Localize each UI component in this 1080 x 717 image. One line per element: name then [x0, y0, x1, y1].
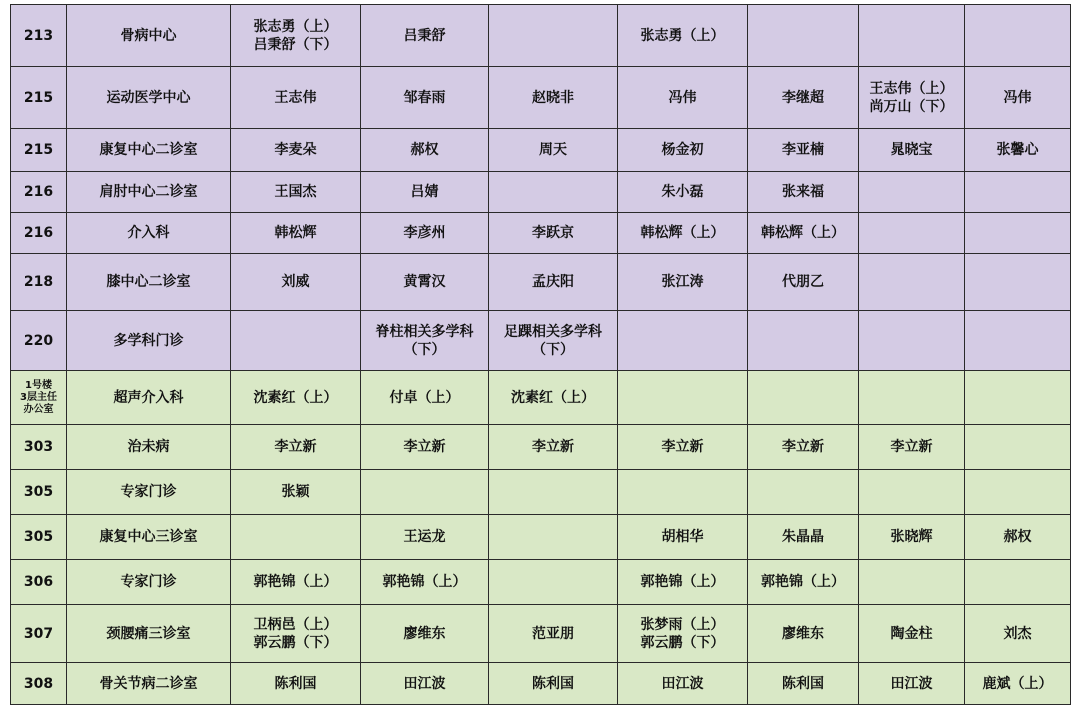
doctor-cell — [489, 470, 618, 515]
doctor-cell: 陈利国 — [231, 663, 361, 705]
table-row — [11, 560, 1071, 605]
room-number-cell: 216 — [11, 213, 67, 254]
doctor-cell: 张江涛 — [618, 254, 748, 311]
department-cell: 运动医学中心 — [67, 67, 231, 129]
doctor-cell: 田江波 — [859, 663, 965, 705]
department-cell: 肩肘中心二诊室 — [67, 172, 231, 213]
doctor-cell — [859, 470, 965, 515]
doctor-cell: 张晓辉 — [859, 515, 965, 560]
doctor-cell — [859, 5, 965, 67]
room-number-cell: 213 — [11, 5, 67, 67]
clinic-schedule-table — [10, 4, 1071, 705]
doctor-cell: 刘杰 — [965, 605, 1071, 663]
doctor-cell: 王运龙 — [361, 515, 489, 560]
doctor-cell — [965, 470, 1071, 515]
doctor-cell: 郭艳锦（上） — [361, 560, 489, 605]
doctor-cell — [489, 515, 618, 560]
doctor-cell: 李继超 — [748, 67, 859, 129]
table-row — [11, 371, 1071, 425]
doctor-cell: 李立新 — [361, 425, 489, 470]
doctor-cell — [489, 5, 618, 67]
doctor-cell — [859, 172, 965, 213]
doctor-cell: 李立新 — [618, 425, 748, 470]
doctor-cell: 郝权 — [965, 515, 1071, 560]
table-row — [11, 172, 1071, 213]
doctor-cell: 田江波 — [361, 663, 489, 705]
doctor-cell: 田江波 — [618, 663, 748, 705]
room-number-cell: 305 — [11, 470, 67, 515]
doctor-cell: 邹春雨 — [361, 67, 489, 129]
table-row — [11, 515, 1071, 560]
doctor-cell: 张来福 — [748, 172, 859, 213]
room-number-cell: 306 — [11, 560, 67, 605]
doctor-cell: 李立新 — [489, 425, 618, 470]
doctor-cell: 张颖 — [231, 470, 361, 515]
doctor-cell — [748, 470, 859, 515]
doctor-cell — [965, 172, 1071, 213]
table-row — [11, 5, 1071, 67]
doctor-cell: 晁晓宝 — [859, 129, 965, 172]
room-number-cell: 216 — [11, 172, 67, 213]
table-row — [11, 663, 1071, 705]
doctor-cell: 韩松辉 — [231, 213, 361, 254]
doctor-cell — [965, 311, 1071, 371]
doctor-cell — [618, 470, 748, 515]
doctor-cell: 周天 — [489, 129, 618, 172]
doctor-cell: 沈素红（上） — [489, 371, 618, 425]
doctor-cell: 朱晶晶 — [748, 515, 859, 560]
doctor-cell — [748, 311, 859, 371]
doctor-cell — [489, 172, 618, 213]
doctor-cell: 刘威 — [231, 254, 361, 311]
doctor-cell — [859, 311, 965, 371]
room-number-cell: 1号楼 3层主任 办公室 — [11, 371, 67, 425]
doctor-cell: 黄霄汉 — [361, 254, 489, 311]
doctor-cell: 孟庆阳 — [489, 254, 618, 311]
table-row — [11, 311, 1071, 371]
doctor-cell: 付卓（上） — [361, 371, 489, 425]
doctor-cell: 陶金柱 — [859, 605, 965, 663]
doctor-cell: 李立新 — [748, 425, 859, 470]
department-cell: 介入科 — [67, 213, 231, 254]
doctor-cell — [231, 311, 361, 371]
doctor-cell: 王志伟 — [231, 67, 361, 129]
table-row — [11, 67, 1071, 129]
doctor-cell: 廖维东 — [748, 605, 859, 663]
department-cell: 治未病 — [67, 425, 231, 470]
doctor-cell: 冯伟 — [965, 67, 1071, 129]
table-row — [11, 213, 1071, 254]
doctor-cell — [748, 371, 859, 425]
department-cell: 专家门诊 — [67, 560, 231, 605]
doctor-cell — [748, 5, 859, 67]
department-cell: 膝中心二诊室 — [67, 254, 231, 311]
doctor-cell: 李立新 — [231, 425, 361, 470]
doctor-cell: 韩松辉（上） — [748, 213, 859, 254]
doctor-cell: 韩松辉（上） — [618, 213, 748, 254]
doctor-cell — [965, 5, 1071, 67]
department-cell: 超声介入科 — [67, 371, 231, 425]
doctor-cell: 吕秉舒 — [361, 5, 489, 67]
room-number-cell: 215 — [11, 129, 67, 172]
doctor-cell: 吕婧 — [361, 172, 489, 213]
doctor-cell — [618, 371, 748, 425]
doctor-cell: 郭艳锦（上） — [618, 560, 748, 605]
table-row — [11, 470, 1071, 515]
doctor-cell: 胡相华 — [618, 515, 748, 560]
doctor-cell: 冯伟 — [618, 67, 748, 129]
doctor-cell — [965, 213, 1071, 254]
doctor-cell — [965, 254, 1071, 311]
doctor-cell — [859, 213, 965, 254]
table-row — [11, 254, 1071, 311]
department-cell: 多学科门诊 — [67, 311, 231, 371]
table-row — [11, 129, 1071, 172]
room-number-cell: 220 — [11, 311, 67, 371]
department-cell: 康复中心三诊室 — [67, 515, 231, 560]
doctor-cell: 鹿斌（上） — [965, 663, 1071, 705]
doctor-cell: 李跃京 — [489, 213, 618, 254]
doctor-cell — [859, 371, 965, 425]
table-row — [11, 425, 1071, 470]
department-cell: 专家门诊 — [67, 470, 231, 515]
doctor-cell: 李麦朵 — [231, 129, 361, 172]
doctor-cell — [859, 560, 965, 605]
department-cell: 骨病中心 — [67, 5, 231, 67]
doctor-cell — [361, 470, 489, 515]
doctor-cell: 郭艳锦（上） — [748, 560, 859, 605]
room-number-cell: 308 — [11, 663, 67, 705]
doctor-cell: 杨金初 — [618, 129, 748, 172]
department-cell: 颈腰痛三诊室 — [67, 605, 231, 663]
doctor-cell — [965, 560, 1071, 605]
doctor-cell: 王志伟（上） 尚万山（下） — [859, 67, 965, 129]
doctor-cell: 郭艳锦（上） — [231, 560, 361, 605]
room-number-cell: 215 — [11, 67, 67, 129]
room-number-cell: 305 — [11, 515, 67, 560]
doctor-cell: 陈利国 — [748, 663, 859, 705]
doctor-cell: 卫柄邑（上） 郭云鹏（下） — [231, 605, 361, 663]
room-number-cell: 303 — [11, 425, 67, 470]
doctor-cell: 廖维东 — [361, 605, 489, 663]
doctor-cell: 张志勇（上） 吕秉舒（下） — [231, 5, 361, 67]
doctor-cell: 李彦州 — [361, 213, 489, 254]
doctor-cell — [618, 311, 748, 371]
doctor-cell: 郝权 — [361, 129, 489, 172]
room-number-cell: 307 — [11, 605, 67, 663]
doctor-cell: 足踝相关多学科 （下） — [489, 311, 618, 371]
doctor-cell: 陈利国 — [489, 663, 618, 705]
doctor-cell: 张馨心 — [965, 129, 1071, 172]
doctor-cell: 脊柱相关多学科 （下） — [361, 311, 489, 371]
doctor-cell: 范亚朋 — [489, 605, 618, 663]
doctor-cell — [489, 560, 618, 605]
schedule-body — [11, 5, 1071, 705]
doctor-cell — [965, 425, 1071, 470]
doctor-cell — [859, 254, 965, 311]
doctor-cell: 张梦雨（上） 郭云鹏（下） — [618, 605, 748, 663]
doctor-cell: 李立新 — [859, 425, 965, 470]
room-number-cell: 218 — [11, 254, 67, 311]
doctor-cell: 沈素红（上） — [231, 371, 361, 425]
doctor-cell: 朱小磊 — [618, 172, 748, 213]
doctor-cell: 代朋乙 — [748, 254, 859, 311]
doctor-cell: 赵晓非 — [489, 67, 618, 129]
doctor-cell — [231, 515, 361, 560]
doctor-cell: 张志勇（上） — [618, 5, 748, 67]
doctor-cell: 李亚楠 — [748, 129, 859, 172]
doctor-cell: 王国杰 — [231, 172, 361, 213]
table-row — [11, 605, 1071, 663]
department-cell: 骨关节病二诊室 — [67, 663, 231, 705]
department-cell: 康复中心二诊室 — [67, 129, 231, 172]
doctor-cell — [965, 371, 1071, 425]
